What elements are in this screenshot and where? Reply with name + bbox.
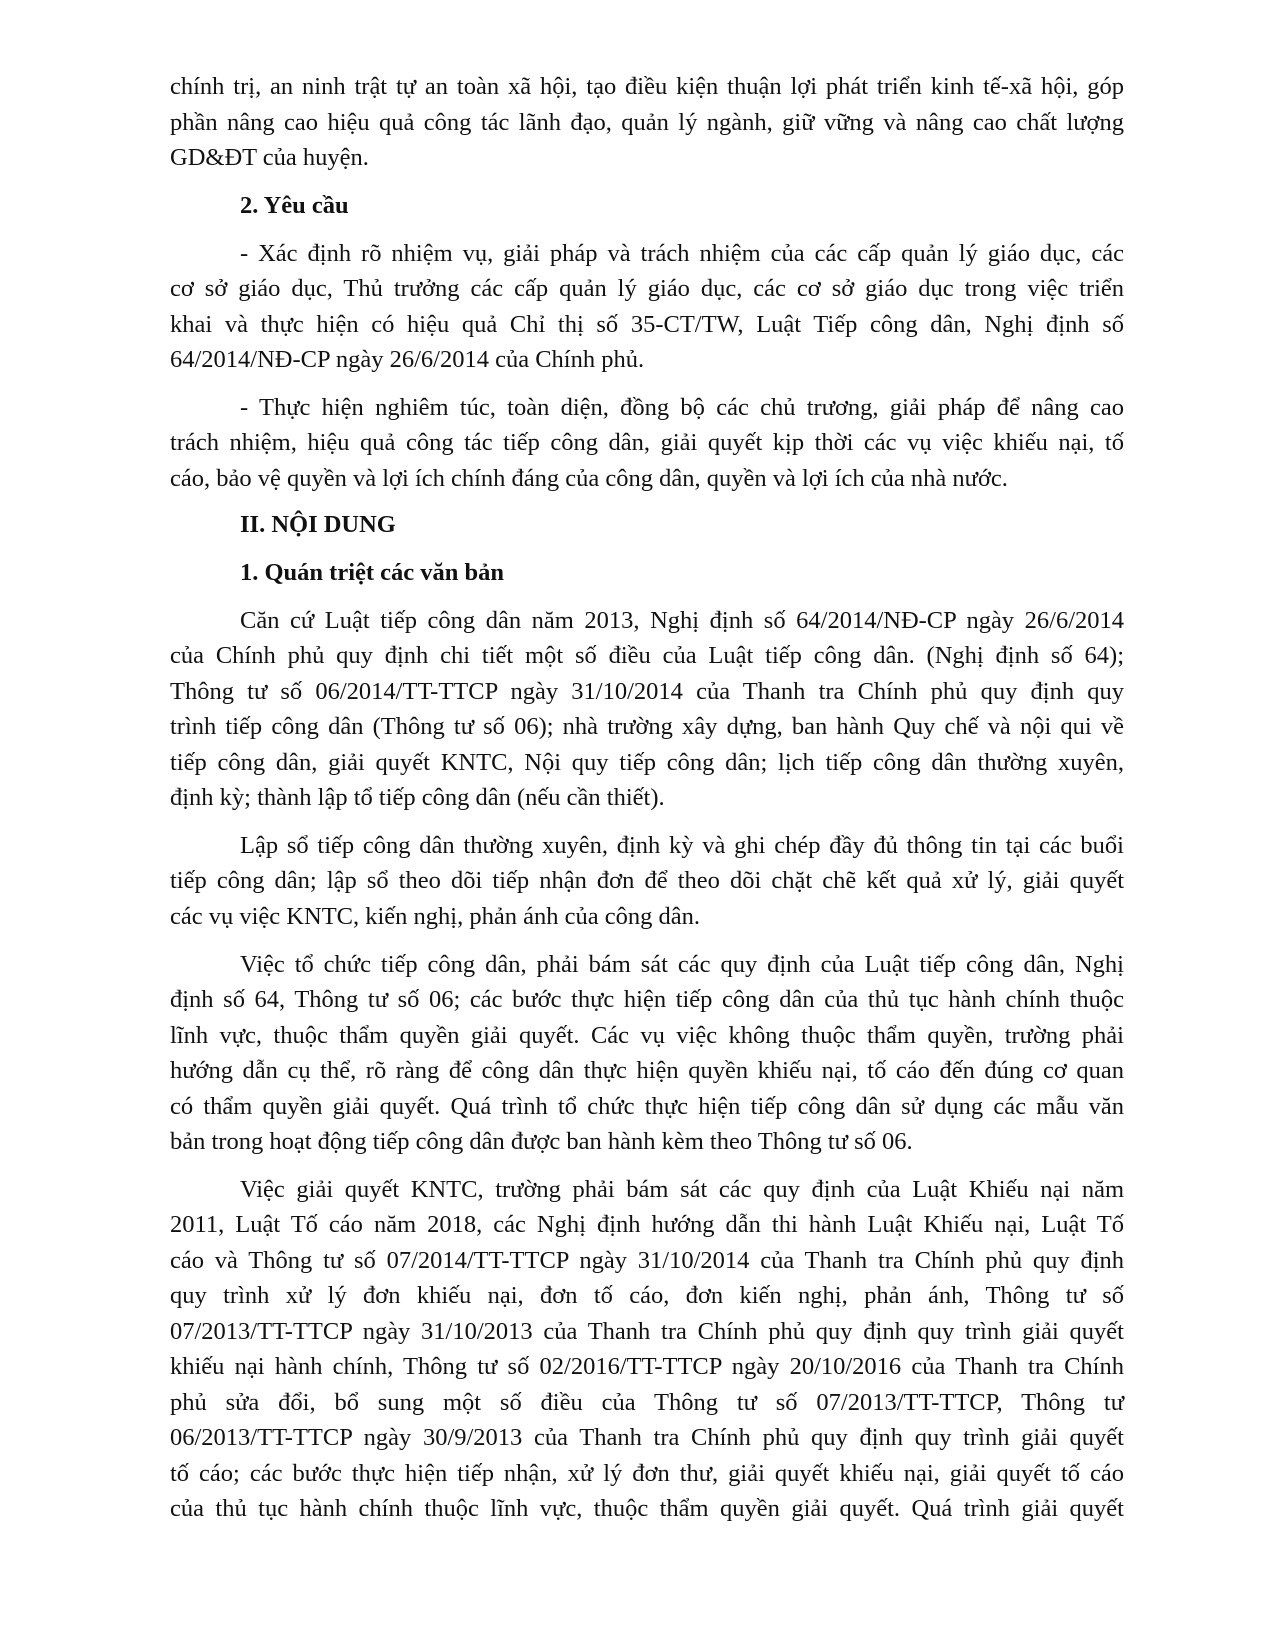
paragraph-line: - Thực hiện nghiêm túc, toàn diện, đồng bộ các chủ trương, giải pháp để nâng cao bbox=[240, 394, 1124, 421]
paragraph-line: có thẩm quyền giải quyết. Quá trình tổ chức thực hiện tiếp công dân sử dụng các mẫu văn bbox=[170, 1093, 1124, 1120]
paragraph-line: phần nâng cao hiệu quả công tác lãnh đạo, quản lý ngành, giữ vững và nâng cao chất lượng bbox=[170, 109, 1124, 136]
paragraph-line: định kỳ; thành lập tổ tiếp công dân (nếu cần thiết). bbox=[170, 784, 665, 811]
paragraph-line: phủ sửa đổi, bổ sung một số điều của Thông tư số 07/2013/TT-TTCP, Thông tư bbox=[170, 1389, 1124, 1416]
paragraph-line: 07/2013/TT-TTCP ngày 31/10/2013 của Thanh tra Chính phủ quy định quy trình giải quyết bbox=[170, 1318, 1124, 1345]
paragraph-line: lĩnh vực, thuộc thẩm quyền giải quyết. Các vụ việc không thuộc thẩm quyền, trường phải bbox=[170, 1022, 1124, 1049]
paragraph-line: 06/2013/TT-TTCP ngày 30/9/2013 của Thanh tra Chính phủ quy định quy trình giải quyết bbox=[170, 1424, 1124, 1451]
paragraph-line: Lập sổ tiếp công dân thường xuyên, định kỳ và ghi chép đầy đủ thông tin tại các buổi bbox=[240, 832, 1124, 859]
paragraph-line: Căn cứ Luật tiếp công dân năm 2013, Nghị định số 64/2014/NĐ-CP ngày 26/6/2014 bbox=[240, 607, 1124, 634]
paragraph-line: trình tiếp công dân (Thông tư số 06); nhà trường xây dựng, ban hành Quy chế và nội qui về bbox=[170, 713, 1124, 740]
paragraph-line: tiếp công dân; lập sổ theo dõi tiếp nhận đơn để theo dõi chặt chẽ kết quả xử lý, giải quyết bbox=[170, 867, 1124, 894]
paragraph-line: GD&ĐT của huyện. bbox=[170, 144, 369, 171]
paragraph-line: 2011, Luật Tố cáo năm 2018, các Nghị định hướng dẫn thi hành Luật Khiếu nại, Luật Tố bbox=[170, 1211, 1124, 1238]
paragraph-line: Việc giải quyết KNTC, trường phải bám sát các quy định của Luật Khiếu nại năm bbox=[240, 1176, 1124, 1203]
paragraph-line: Thông tư số 06/2014/TT-TTCP ngày 31/10/2014 của Thanh tra Chính phủ quy định quy bbox=[170, 678, 1124, 705]
paragraph-line: trách nhiệm, hiệu quả công tác tiếp công dân, giải quyết kịp thời các vụ việc khiếu nại, tố bbox=[170, 429, 1124, 456]
paragraph-line: hướng dẫn cụ thể, rõ ràng để công dân thực hiện quyền khiếu nại, tố cáo đến đúng cơ quan bbox=[170, 1057, 1124, 1084]
paragraph-line: khiếu nại hành chính, Thông tư số 02/2016/TT-TTCP ngày 20/10/2016 của Thanh tra Chính bbox=[170, 1353, 1124, 1380]
paragraph-line: 64/2014/NĐ-CP ngày 26/6/2014 của Chính phủ. bbox=[170, 346, 645, 373]
paragraph-line: cáo, bảo vệ quyền và lợi ích chính đáng của công dân, quyền và lợi ích của nhà nước. bbox=[170, 465, 1008, 492]
paragraph-line: bản trong hoạt động tiếp công dân được ban hành kèm theo Thông tư số 06. bbox=[170, 1128, 913, 1155]
paragraph-line: tiếp công dân, giải quyết KNTC, Nội quy tiếp công dân; lịch tiếp công dân thường xuyên, bbox=[170, 749, 1124, 776]
paragraph-line: cơ sở giáo dục, Thủ trưởng các cấp quản lý giáo dục, các cơ sở giáo dục trong việc triển bbox=[170, 275, 1124, 302]
paragraph-line: của thủ tục hành chính thuộc lĩnh vực, thuộc thẩm quyền giải quyết. Quá trình giải quyết bbox=[170, 1495, 1124, 1522]
section-heading-content: II. NỘI DUNG bbox=[240, 511, 396, 538]
paragraph-line: tố cáo; các bước thực hiện tiếp nhận, xử lý đơn thư, giải quyết khiếu nại, giải quyết tố cáo bbox=[170, 1460, 1124, 1487]
paragraph-line: định số 64, Thông tư số 06; các bước thực hiện tiếp công dân của thủ tục hành chính thuộc bbox=[170, 986, 1124, 1013]
section-heading-requirements: 2. Yêu cầu bbox=[240, 192, 349, 219]
paragraph-line: quy trình xử lý đơn khiếu nại, đơn tố cáo, đơn kiến nghị, phản ánh, Thông tư số bbox=[170, 1282, 1124, 1309]
paragraph-line: cáo và Thông tư số 07/2014/TT-TTCP ngày 31/10/2014 của Thanh tra Chính phủ quy định bbox=[170, 1247, 1124, 1274]
paragraph-line: các vụ việc KNTC, kiến nghị, phản ánh của công dân. bbox=[170, 903, 700, 930]
paragraph-line: khai và thực hiện có hiệu quả Chỉ thị số 35-CT/TW, Luật Tiếp công dân, Nghị định số bbox=[170, 311, 1124, 338]
paragraph-line: chính trị, an ninh trật tự an toàn xã hội, tạo điều kiện thuận lợi phát triển kinh tế-xã hội, góp bbox=[170, 73, 1124, 100]
paragraph-line: - Xác định rõ nhiệm vụ, giải pháp và trách nhiệm của các cấp quản lý giáo dục, các bbox=[240, 240, 1124, 267]
paragraph-line: Việc tổ chức tiếp công dân, phải bám sát các quy định của Luật tiếp công dân, Nghị bbox=[240, 951, 1124, 978]
paragraph-line: của Chính phủ quy định chi tiết một số điều của Luật tiếp công dân. (Nghị định số 64); bbox=[170, 642, 1124, 669]
subsection-heading-documents: 1. Quán triệt các văn bản bbox=[240, 559, 505, 586]
